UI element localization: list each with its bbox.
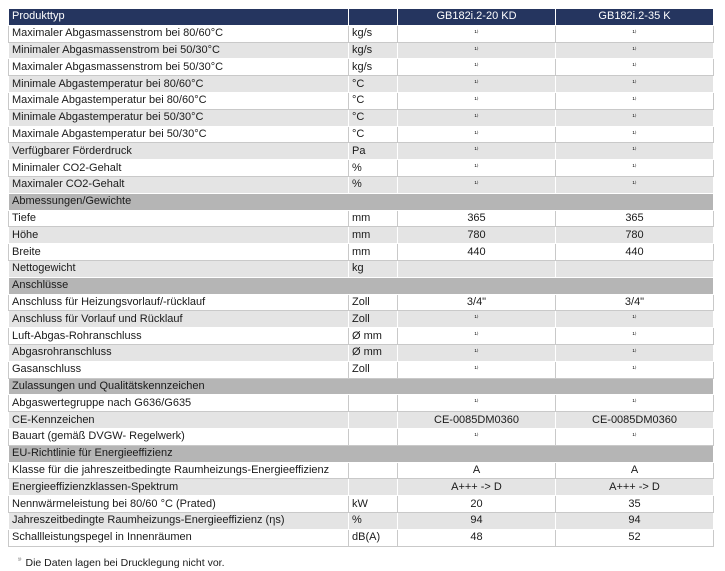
row-unit: °C xyxy=(349,76,398,93)
table-row xyxy=(9,260,714,277)
table-row xyxy=(9,76,714,93)
row-value-model-2: 35 xyxy=(556,496,714,513)
table-row xyxy=(9,210,714,227)
row-unit xyxy=(349,479,398,496)
header-unit xyxy=(349,9,398,26)
header-model-1: GB182i.2-20 KD xyxy=(398,9,556,26)
row-label: Nettogewicht xyxy=(9,260,349,277)
row-unit: % xyxy=(349,160,398,177)
table-row xyxy=(9,176,714,193)
row-label: Tiefe xyxy=(9,210,349,227)
spec-table-body xyxy=(9,9,714,547)
row-value-model-1: ¹⁾ xyxy=(398,160,556,177)
row-unit: Zoll xyxy=(349,294,398,311)
row-value-model-1: ¹⁾ xyxy=(398,25,556,42)
row-unit: Pa xyxy=(349,143,398,160)
row-value-model-2: 94 xyxy=(556,512,714,529)
table-header-row xyxy=(9,9,714,26)
table-row xyxy=(9,160,714,177)
row-value-model-2: ¹⁾ xyxy=(556,344,714,361)
row-value-model-2: ¹⁾ xyxy=(556,160,714,177)
row-value-model-2: ¹⁾ xyxy=(556,76,714,93)
row-unit: kg/s xyxy=(349,59,398,76)
table-row xyxy=(9,42,714,59)
row-label: CE-Kennzeichen xyxy=(9,412,349,429)
row-value-model-1: 20 xyxy=(398,496,556,513)
spec-sheet xyxy=(8,8,713,569)
row-label: Anschluss für Heizungsvorlauf/-rücklauf xyxy=(9,294,349,311)
row-value-model-1: ¹⁾ xyxy=(398,59,556,76)
row-value-model-2: ¹⁾ xyxy=(556,428,714,445)
section-header-row xyxy=(9,277,714,294)
row-value-model-1: ¹⁾ xyxy=(398,311,556,328)
row-value-model-1: ¹⁾ xyxy=(398,361,556,378)
row-label: Nennwärmeleistung bei 80/60 °C (Prated) xyxy=(9,496,349,513)
section-title: Anschlüsse xyxy=(9,277,714,294)
row-label: Luft-Abgas-Rohranschluss xyxy=(9,328,349,345)
row-unit xyxy=(349,412,398,429)
row-value-model-1: ¹⁾ xyxy=(398,176,556,193)
row-label: Minimaler Abgasmassenstrom bei 50/30°C xyxy=(9,42,349,59)
row-value-model-1: 94 xyxy=(398,512,556,529)
row-value-model-2: A xyxy=(556,462,714,479)
row-label: Abgaswertegruppe nach G636/G635 xyxy=(9,395,349,412)
section-title: Abmessungen/Gewichte xyxy=(9,193,714,210)
row-unit: mm xyxy=(349,244,398,261)
row-label: Maximaler Abgasmassenstrom bei 80/60°C xyxy=(9,25,349,42)
table-row xyxy=(9,311,714,328)
row-value-model-1: 780 xyxy=(398,227,556,244)
section-title: EU-Richtlinie für Energieeffizienz xyxy=(9,445,714,462)
row-label: Maximaler CO2-Gehalt xyxy=(9,176,349,193)
row-unit: Ø mm xyxy=(349,328,398,345)
footnote xyxy=(18,557,225,569)
table-row xyxy=(9,428,714,445)
row-value-model-1: ¹⁾ xyxy=(398,109,556,126)
row-label: Minimale Abgastemperatur bei 80/60°C xyxy=(9,76,349,93)
row-value-model-1: 365 xyxy=(398,210,556,227)
section-header-row xyxy=(9,378,714,395)
table-row xyxy=(9,344,714,361)
row-value-model-2: ¹⁾ xyxy=(556,395,714,412)
row-unit: kW xyxy=(349,496,398,513)
table-row xyxy=(9,294,714,311)
row-unit xyxy=(349,462,398,479)
row-value-model-1: ¹⁾ xyxy=(398,143,556,160)
row-value-model-2: A+++ -> D xyxy=(556,479,714,496)
row-value-model-1: ¹⁾ xyxy=(398,126,556,143)
row-unit: Zoll xyxy=(349,311,398,328)
row-value-model-1: ¹⁾ xyxy=(398,92,556,109)
row-value-model-1: ¹⁾ xyxy=(398,395,556,412)
row-label: Breite xyxy=(9,244,349,261)
row-value-model-2: ¹⁾ xyxy=(556,42,714,59)
row-value-model-1: 440 xyxy=(398,244,556,261)
row-value-model-1: 48 xyxy=(398,529,556,546)
row-label: Klasse für die jahreszeitbedingte Raumheizungs-Energieeffizienz xyxy=(9,462,349,479)
row-value-model-2: ¹⁾ xyxy=(556,109,714,126)
table-row xyxy=(9,412,714,429)
row-value-model-1: ¹⁾ xyxy=(398,42,556,59)
row-value-model-1 xyxy=(398,260,556,277)
table-row xyxy=(9,25,714,42)
row-label: Maximale Abgastemperatur bei 50/30°C xyxy=(9,126,349,143)
table-row xyxy=(9,227,714,244)
section-header-row xyxy=(9,193,714,210)
row-label: Höhe xyxy=(9,227,349,244)
row-value-model-1: CE-0085DM0360 xyxy=(398,412,556,429)
row-unit: kg/s xyxy=(349,25,398,42)
row-value-model-1: ¹⁾ xyxy=(398,76,556,93)
row-unit: mm xyxy=(349,227,398,244)
table-row xyxy=(9,395,714,412)
row-unit: °C xyxy=(349,92,398,109)
table-row xyxy=(9,529,714,546)
header-model-2: GB182i.2-35 K xyxy=(556,9,714,26)
section-header-row xyxy=(9,445,714,462)
row-value-model-2: CE-0085DM0360 xyxy=(556,412,714,429)
row-label: Energieeffizienzklassen-Spektrum xyxy=(9,479,349,496)
row-unit: % xyxy=(349,176,398,193)
table-row xyxy=(9,126,714,143)
footnote-text: Die Daten lagen bei Drucklegung nicht vor. xyxy=(25,557,225,569)
row-unit xyxy=(349,395,398,412)
row-label: Abgasrohranschluss xyxy=(9,344,349,361)
row-label: Maximale Abgastemperatur bei 80/60°C xyxy=(9,92,349,109)
row-label: Anschluss für Vorlauf und Rücklauf xyxy=(9,311,349,328)
row-label: Jahreszeitbedingte Raumheizungs-Energieeffizienz (ηs) xyxy=(9,512,349,529)
row-unit: °C xyxy=(349,126,398,143)
table-row xyxy=(9,328,714,345)
row-unit xyxy=(349,428,398,445)
row-label: Schallleistungspegel in Innenräumen xyxy=(9,529,349,546)
row-unit: Zoll xyxy=(349,361,398,378)
row-unit: dB(A) xyxy=(349,529,398,546)
row-value-model-1: ¹⁾ xyxy=(398,344,556,361)
row-unit: Ø mm xyxy=(349,344,398,361)
row-value-model-2: ¹⁾ xyxy=(556,25,714,42)
table-row xyxy=(9,92,714,109)
table-row xyxy=(9,109,714,126)
footnote-marker: ¹⁾ xyxy=(18,558,22,564)
row-label: Verfügbarer Förderdruck xyxy=(9,143,349,160)
row-label: Maximaler Abgasmassenstrom bei 50/30°C xyxy=(9,59,349,76)
row-label: Minimaler CO2-Gehalt xyxy=(9,160,349,177)
row-value-model-1: ¹⁾ xyxy=(398,328,556,345)
row-value-model-2: 3/4" xyxy=(556,294,714,311)
row-unit: kg/s xyxy=(349,42,398,59)
row-value-model-2: 780 xyxy=(556,227,714,244)
row-value-model-2: ¹⁾ xyxy=(556,126,714,143)
row-value-model-1: A+++ -> D xyxy=(398,479,556,496)
row-value-model-2: ¹⁾ xyxy=(556,143,714,160)
row-value-model-2: ¹⁾ xyxy=(556,59,714,76)
row-unit: mm xyxy=(349,210,398,227)
table-row xyxy=(9,143,714,160)
row-value-model-1: 3/4" xyxy=(398,294,556,311)
table-row xyxy=(9,512,714,529)
row-label: Minimale Abgastemperatur bei 50/30°C xyxy=(9,109,349,126)
row-label: Gasanschluss xyxy=(9,361,349,378)
row-value-model-2: ¹⁾ xyxy=(556,361,714,378)
row-label: Bauart (gemäß DVGW- Regelwerk) xyxy=(9,428,349,445)
table-row xyxy=(9,244,714,261)
table-row xyxy=(9,59,714,76)
row-value-model-1: A xyxy=(398,462,556,479)
row-unit: % xyxy=(349,512,398,529)
row-value-model-1: ¹⁾ xyxy=(398,428,556,445)
row-unit: °C xyxy=(349,109,398,126)
row-value-model-2: ¹⁾ xyxy=(556,328,714,345)
spec-table xyxy=(8,8,714,547)
row-value-model-2 xyxy=(556,260,714,277)
section-title: Zulassungen und Qualitätskennzeichen xyxy=(9,378,714,395)
row-value-model-2: ¹⁾ xyxy=(556,176,714,193)
table-row xyxy=(9,496,714,513)
row-value-model-2: 365 xyxy=(556,210,714,227)
row-value-model-2: ¹⁾ xyxy=(556,311,714,328)
row-value-model-2: 52 xyxy=(556,529,714,546)
row-unit: kg xyxy=(349,260,398,277)
row-value-model-2: 440 xyxy=(556,244,714,261)
row-value-model-2: ¹⁾ xyxy=(556,92,714,109)
table-row xyxy=(9,361,714,378)
table-row xyxy=(9,462,714,479)
header-label: Produkttyp xyxy=(9,9,349,26)
table-row xyxy=(9,479,714,496)
